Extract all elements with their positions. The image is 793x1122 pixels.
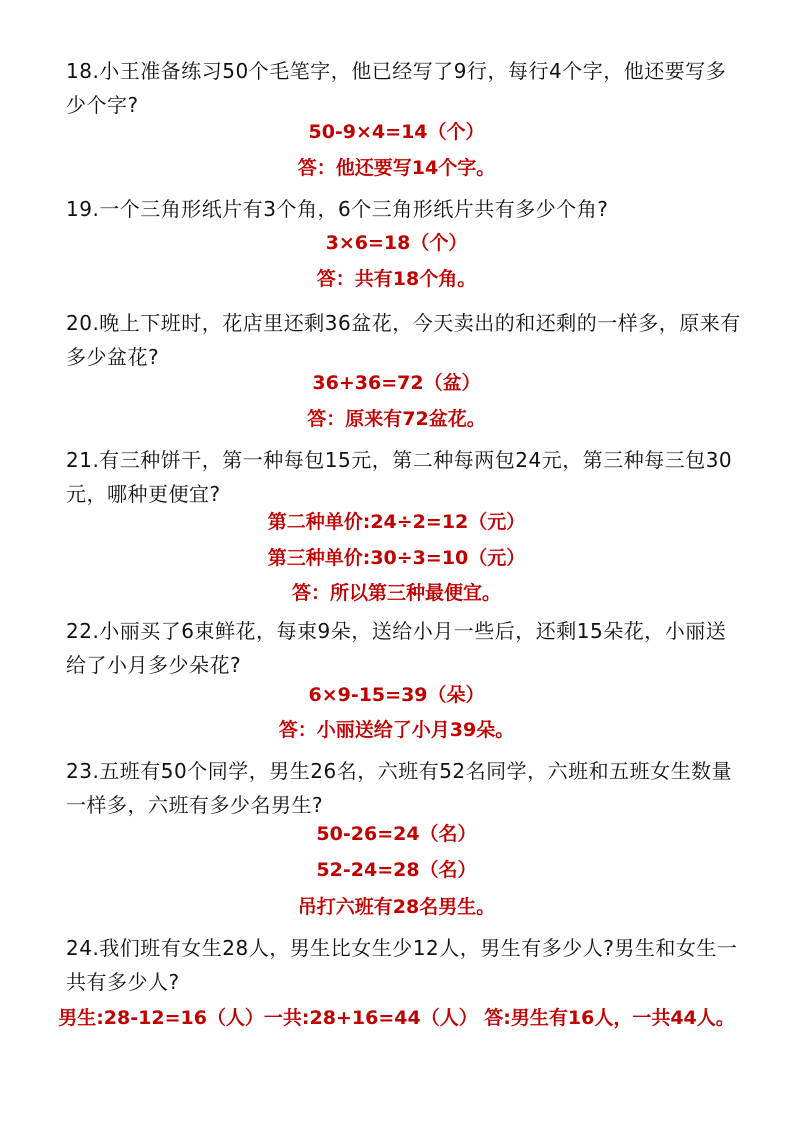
problem-22-equation: 6×9-15=39（朵） [308, 684, 485, 706]
problem-19-question: 19.一个三角形纸片有3个角，6个三角形纸片共有多少个角? [66, 197, 609, 221]
problem-22-answer: 答：小丽送给了小月39朵。 [278, 719, 515, 741]
problem-18-equation: 50-9×4=14（个） [308, 121, 485, 143]
problem-21-answer: 答：所以第三种最便宜。 [291, 582, 501, 604]
problem-23-question: 23.五班有50个同学，男生26名，六班有52名同学，六班和五班女生数量一样多，六班有多少名男生? [66, 759, 733, 817]
problem-20-equation: 36+36=72（盆） [312, 372, 481, 394]
problem-20-question: 20.晚上下班时，花店里还剩36盆花，今天卖出的和还剩的一样多，原来有多少盆花? [66, 311, 741, 369]
problem-23-answer: 吊打六班有28名男生。 [297, 896, 496, 918]
problem-22-question: 22.小丽买了6束鲜花，每束9朵，送给小月一些后，还剩15朵花，小丽送给了小月多少朵花? [66, 619, 727, 677]
problem-23-equation-2: 52-24=28（名） [316, 859, 477, 881]
problem-21-question: 21.有三种饼干，第一种每包15元，第二种每两包24元，第三种每三包30元，哪种更便宜? [66, 448, 733, 506]
problem-19-answer: 答：共有18个角。 [316, 268, 477, 290]
problem-24-question: 24.我们班有女生28人，男生比女生少12人，男生有多少人?男生和女生一共有多少人? [66, 936, 738, 994]
problem-21-equation-2: 第三种单价:30÷3=10（元） [267, 547, 526, 569]
problem-19-equation: 3×6=18（个） [325, 232, 468, 254]
problem-21-equation-1: 第二种单价:24÷2=12（元） [267, 511, 526, 533]
problem-18-question: 18.小王准备练习50个毛笔字，他已经写了9行，每行4个字，他还要写多少个字? [66, 59, 727, 117]
problem-24-solution: 男生:28-12=16（人）一共:28+16=44（人） 答:男生有16人，一共44人。 [58, 1007, 735, 1029]
problem-20-answer: 答：原来有72盆花。 [307, 408, 486, 430]
problem-23-equation-1: 50-26=24（名） [316, 823, 477, 845]
problem-18-answer: 答：他还要写14个字。 [297, 157, 496, 179]
